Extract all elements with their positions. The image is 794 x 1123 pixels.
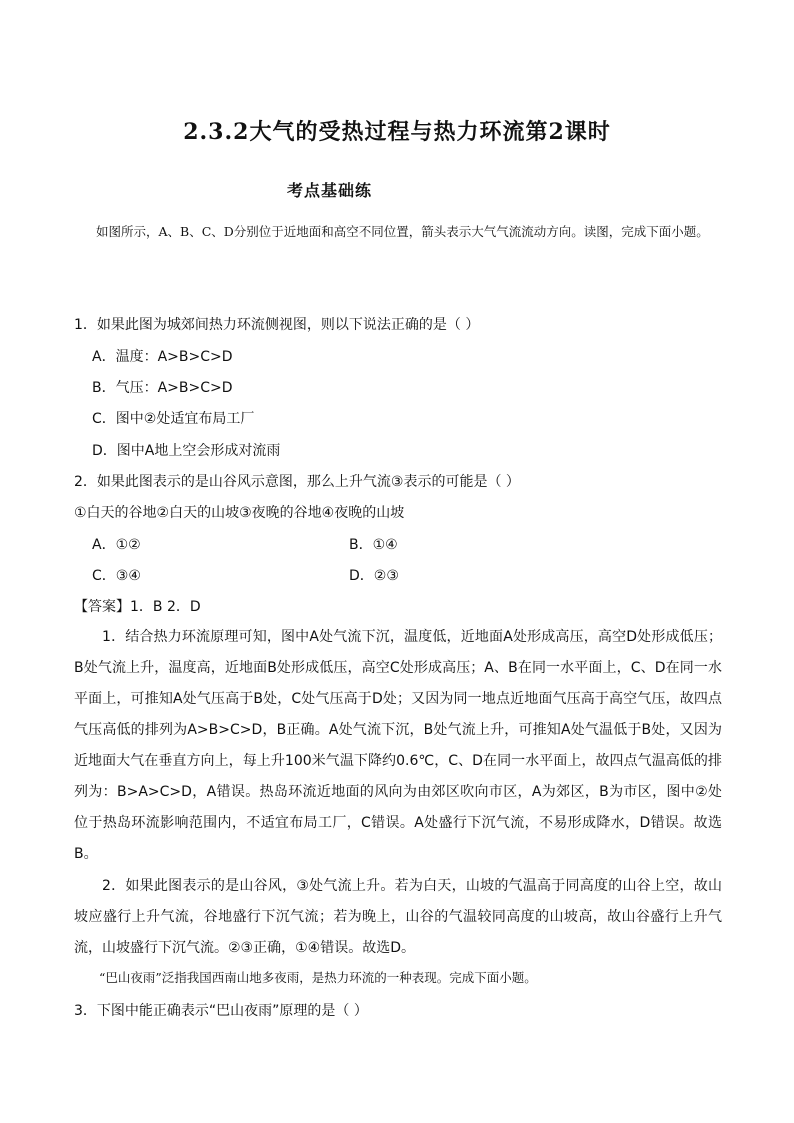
question-2-option-d: D．②③ xyxy=(349,568,399,584)
question-1-option-c: C．图中②处适宜布局工厂 xyxy=(92,411,255,427)
question-2-option-a: A．①② xyxy=(92,537,141,553)
answer-label: 【答案】1．B 2．D xyxy=(74,599,201,615)
section-subtitle: 考点基础练 xyxy=(287,181,373,200)
question-2-items: ①白天的谷地②白天的山坡③夜晚的谷地④夜晚的山坡 xyxy=(74,505,405,521)
answer-explanation-2: 2．如果此图表示的是山谷风，③处气流上升。若为白天，山坡的气温高于同高度的山谷上空，故山坡应盛行上升气流，谷地盛行下沉气流；若为晚上，山谷的气温较同高度的山坡高，故山谷盛行上升气流，山坡盛行下沉气流。②③正确，①④错误。故选D。 xyxy=(74,878,722,956)
page-title: 2.3.2大气的受热过程与热力环流第2课时 xyxy=(183,119,611,145)
question-1-option-a: A．温度：A>B>C>D xyxy=(92,349,233,365)
question-1-option-b: B．气压：A>B>C>D xyxy=(92,380,233,396)
question-2-stem: 2．如果此图表示的是山谷风示意图，那么上升气流③表示的可能是（ ） xyxy=(74,474,520,490)
question-3-stem: 3．下图中能正确表示“巴山夜雨”原理的是（ ） xyxy=(74,1003,368,1019)
material-note: “巴山夜雨”泛指我国西南山地多夜雨，是热力环流的一种表现。完成下面小题。 xyxy=(99,970,537,985)
question-2-option-c: C．③④ xyxy=(92,568,141,584)
intro-paragraph: 如图所示，A、B、C、D分别位于近地面和高空不同位置，箭头表示大气气流流动方向。读图，完成下面小题。 xyxy=(96,224,709,239)
question-2-option-b: B．①④ xyxy=(349,537,398,553)
question-1-option-d: D．图中A地上空会形成对流雨 xyxy=(92,443,281,459)
question-1-stem: 1．如果此图为城郊间热力环流侧视图，则以下说法正确的是（ ） xyxy=(74,317,480,333)
answer-explanation-1: 1．结合热力环流原理可知，图中A处气流下沉，温度低，近地面A处形成高压，高空D处形成低压；B处气流上升，温度高，近地面B处形成低压，高空C处形成高压；A、B在同一水平面上，C、D在同一水平面上，可推知A处气压高于B处，C处气压高于D处；又因为同一地点近地面气压高于高空气压，故四点气压高低的排列为A>B>C>D，B正确。A处气流下沉，B处气流上升，可推知A处气温低于B处，又因为近地面大气在垂直方向上，每上升100米气温下降约0.6℃，C、D在同一水平面上，故四点气温高低的排列为：B>A>C>D，A错误。热岛环流近地面的风向为由郊区吹向市区，A为郊区，B为市区，图中②处位于热岛环流影响范围内，不适宜布局工厂，C错误。A处盛行下沉气流，不易形成降水，D错误。故选B。 xyxy=(74,629,722,862)
